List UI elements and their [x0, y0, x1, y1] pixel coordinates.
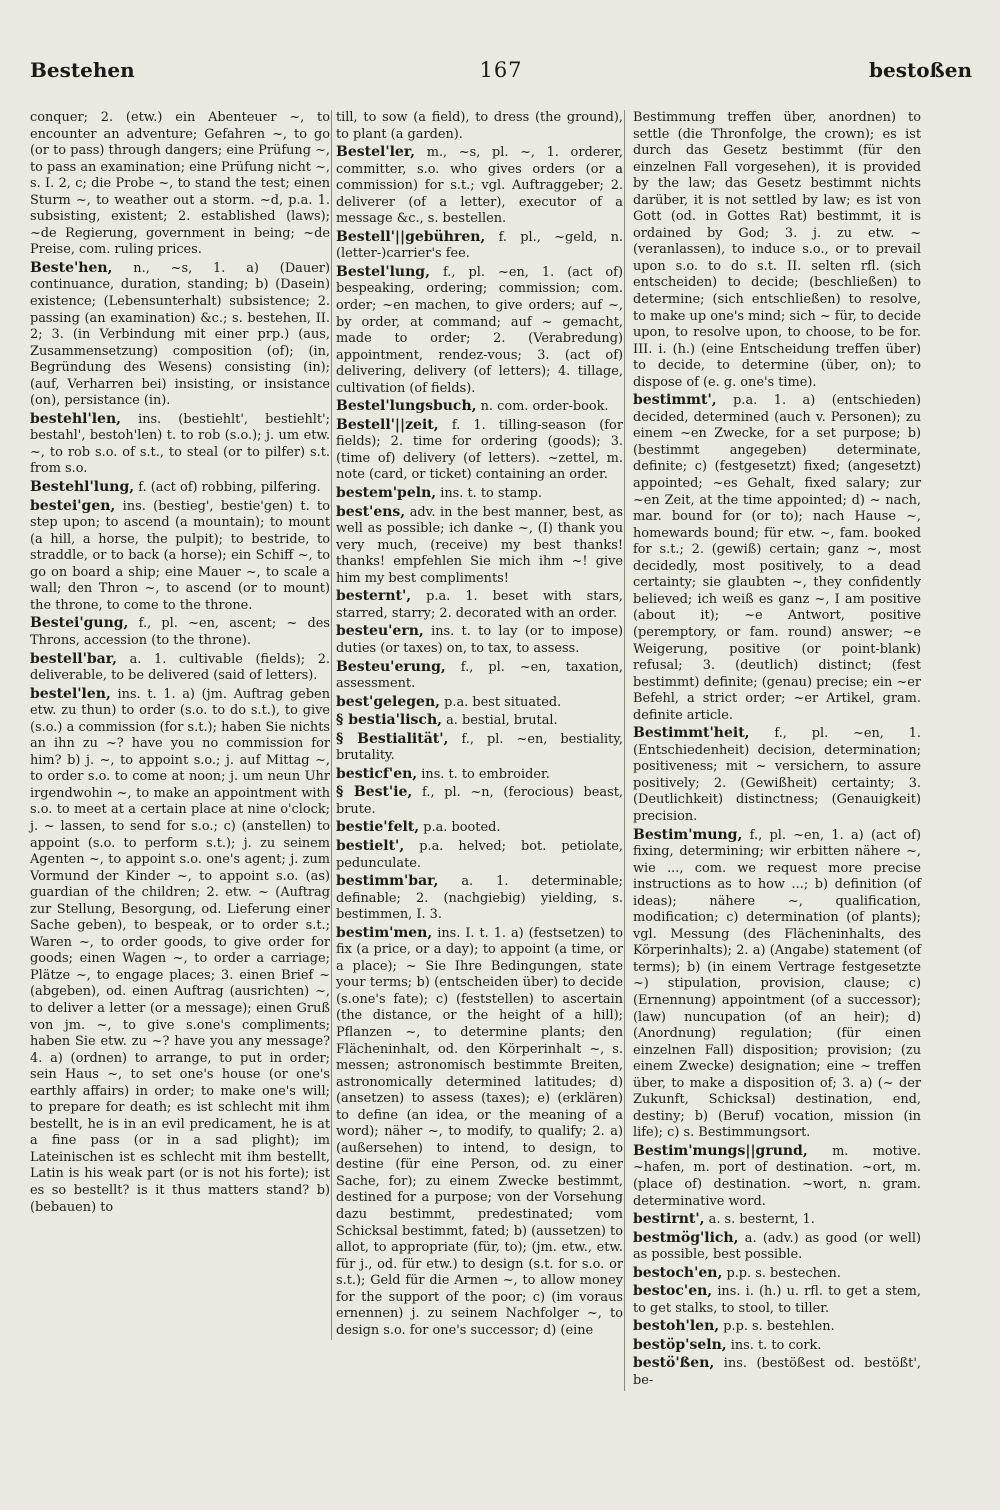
dictionary-entry [336, 694, 623, 712]
definition-text: f. pl., ~geld, n. (letter-)carrier's fee. [336, 229, 623, 262]
dictionary-entry [30, 260, 330, 410]
dictionary-entry [336, 144, 623, 228]
dictionary-entry [336, 731, 623, 765]
dictionary-entry [336, 873, 623, 924]
definition-text: ins. t. to lay (or to impose) duties (or taxes) on, to tax, to assess. [336, 624, 623, 656]
headword: bestei'gen, [30, 497, 116, 514]
definition-text: Bestimmung treffen über, anordnen) to settle (die Thronfolge, the crown); es ist durch das Gesetz bestimmt (für den einzelnen Fall vorgesehen), it is provided by the law; das Gesetz bestimmt nichts darüber, it is not settled by law; es ist von Gott (od. in Gottes Rat) bestimmt, it is ordained by God; 3. j. zu etw. ~ (veranlassen), to induce s.o., or to prevail upon s.o. to do s.t. II. selten rfl. (sich entscheiden) to decide; (beschließen) to determine; (sich entschließen) to resolve, to make up one's mind; sich ~ für, to decide upon, to resolve upon, to choose, to be for. III. i. (h.) (eine Entscheidung treffen über) to decide, to determine (über, on); to dispose of (e. g. one's time). [633, 110, 921, 390]
dictionary-entry [30, 479, 330, 497]
definition-text: f., pl. ~en, taxation, assessment. [336, 659, 623, 692]
definition-text: m. motive. ~hafen, m. port of destination. ~ort, m. (place of) destination. ~wort, n. gram. determinative word. [633, 1143, 921, 1209]
dictionary-entry [633, 1230, 921, 1264]
dictionary-entry [633, 1283, 921, 1317]
header-right-guideword: bestoßen [868, 58, 972, 82]
headword: Bestel'lungsbuch, [336, 398, 477, 415]
definition-text: f., pl. ~en, ascent; ~ des Throns, accession (to the throne). [30, 616, 330, 648]
definition-text: f., pl. ~en, bestiality, brutality. [336, 731, 623, 764]
headword: bestel'len, [30, 685, 111, 702]
definition-text: p.p. s. bestechen. [726, 1265, 841, 1281]
headword: bestehl'len, [30, 410, 122, 427]
headword: besternt', [336, 588, 412, 605]
definition-text: m., ~s, pl. ~, 1. orderer, committer, s.o. who gives orders (or a commission) for s.t.; vgl. Auftraggeber; 2. deliverer (of a letter), executor of a message &c., s. bestellen. [336, 145, 623, 227]
column-2 [331, 110, 623, 1340]
dictionary-entry [633, 827, 921, 1142]
definition-text: ins. I. t. 1. a) (festsetzen) to fix (a price, or a day); to appoint (a time, or a place); ~ Sie Ihre Bedingungen, state your terms; b) (entscheiden über) to decide (s.one's fate); c) (feststellen) to ascertain (the distance, or the height of a hill); Pflanzen ~, to determine plants; den Flächeninhalt, od. den Körperinhalt ~, s. messen; astronomisch bestimmte Breiten, astronomically determined latitudes; d) (ansetzen) to assess (taxes); e) (erklären) to define (an idea, or the meaning of a word); näher ~, to modify, to qualify; 2. a) (außersehen) to intend, to design, to destine (für eine Person, od. zu einer Sache, for); zu einem Zwecke bestimmt, destined for a purpose; von der Vorsehung dazu bestimmt, predestinated; vom Schicksal bestimmt, fated; b) (aussetzen) to allot, to appropriate (für, to); (jm. etw., etw. für j., od. für etw.) to design (s.t. for s.o. or s.t.); Geld für die Armen ~, to allow money for the support of the poor; c) (im voraus ernennen) j. zu seinem Nachfolger ~, to design s.o. for one's successor; d) (eine [336, 925, 623, 1338]
dictionary-entry [336, 925, 623, 1340]
headword: bestoch'en, [633, 1264, 723, 1281]
definition-text: n., ~s, 1. a) (Dauer) continuance, duration, standing; b) (Dasein) existence; (Lebensunterhalt) subsistence; 2. passing (an examination) &c.; s. bestehen, II. 2; 3. (in Verbindung mit einer prp.) (aus, Zusammensetzung) composition (of); (in, Begründung des Wesens) consisting (in); (auf, Verharren bei) insisting, or insistance (on), persistance (in). [30, 260, 330, 409]
headword: bestoh'len, [633, 1318, 720, 1335]
headword: bestim'men, [336, 924, 433, 941]
definition-text: ins. (bestößest od. bestößt', be- [633, 1356, 921, 1389]
definition-text: p.a. 1. a) (entschieden) decided, determined (auch v. Personen); zu einem ~en Zwecke, for a set purpose; b) (bestimmt angegeben) determinate, definite; c) (festgesetzt) fixed; (angesetzt) appointed; ~es Gehalt, fixed salary; zur ~en Zeit, at the time appointed; d) ~ nach, mar. bound for (or to); nach Hause ~, homewards bound; für etw. ~, fam. booked for s.t.; 2. (gewiß) certain; ganz ~, most decidedly, most positively, to a dead certainty; sie glaubten ~, they confidently believed; ich weiß es ganz ~, I am positive (about it); ~e Antwort, positive (peremptory, or fam. round) answer; ~e Weigerung, positive (or point-blank) refusal; 3. (deutlich) distinct; (fest bestimmt) definite; (genau) precise; ein ~er Befehl, a strict order; ~er Artikel, gram. definite article. [633, 393, 921, 723]
dictionary-entry [336, 417, 623, 484]
definition-text: p.a. booted. [423, 820, 501, 836]
headword: Bestim'mungs||grund, [633, 1142, 808, 1159]
dictionary-entry [633, 1337, 921, 1355]
dictionary-entry [336, 819, 623, 837]
headword: bestielt', [336, 837, 405, 854]
dictionary-entry [633, 1265, 921, 1283]
dictionary-entry [633, 1211, 921, 1229]
definition-text: ins. t. to stamp. [440, 486, 542, 502]
page-number: 167 [479, 58, 523, 82]
definition-text: ins. t. to embroider. [421, 766, 550, 782]
entry-continuation [30, 110, 330, 259]
column-3 [624, 110, 921, 1391]
dictionary-entry [336, 485, 623, 503]
entry-continuation [336, 110, 623, 143]
headword: bestimmt', [633, 392, 717, 409]
dictionary-entry [336, 588, 623, 622]
definition-text: f., pl. ~n, (ferocious) beast, brute. [336, 785, 623, 817]
dictionary-entry [633, 725, 921, 825]
headword: Bestell'||zeit, [336, 416, 439, 433]
headword: bestirnt', [633, 1211, 705, 1228]
headword: Bestim'mung, [633, 826, 743, 843]
headword: bestö'ßen, [633, 1355, 715, 1372]
dictionary-entry [336, 264, 623, 397]
dictionary-entry [30, 498, 330, 615]
dictionary-entry [336, 229, 623, 263]
headword: § Best'ie, [336, 784, 413, 801]
definition-text: ins. (bestiehlt', bestiehlt'; bestahl', bestoh'len) t. to rob (s.o.); j. um etw. ~, to rob s.o. of s.t., to steal (or to pilfer) s.t. from s.o. [30, 411, 330, 477]
dictionary-entry [336, 766, 623, 784]
headword: bestoc'en, [633, 1283, 713, 1300]
definition-text: a. s. besternt, 1. [708, 1212, 815, 1228]
headword: bestimm'bar, [336, 873, 439, 890]
dictionary-entry [30, 651, 330, 685]
headword: Bestel'lung, [336, 263, 430, 280]
definition-text: f., pl. ~en, 1. (Entschiedenheit) decision, determination; positiveness; mit ~ versichern, to assure positively; 2. (Gewißheit) certainty; 3. (Deutlichkeit) distinctness; (Genauigkeit) precision. [633, 726, 921, 824]
definition-text: a. (adv.) as good (or well) as possible, best possible. [633, 1230, 921, 1263]
headword: bestem'peln, [336, 485, 437, 502]
definition-text: p.p. s. bestehlen. [723, 1319, 835, 1335]
definition-text: ins. (bestieg', bestie'gen) t. to step upon; to ascend (a mountain); to mount (a hill, a horse, the pulpit); to bestride, to straddle, or to back (a horse); ein Schiff ~, to go on board a ship; eine Mauer ~, to scale a wall; den Thron ~, to ascend (or to mount) the throne, to come to the throne. [30, 498, 330, 613]
headword: bestell'bar, [30, 650, 117, 667]
entry-continuation [633, 110, 921, 391]
headword: Bestell'||gebühren, [336, 228, 486, 245]
headword: besteu'ern, [336, 623, 424, 640]
headword: bestöp'seln, [633, 1336, 727, 1353]
definition-text: conquer; 2. (etw.) ein Abenteuer ~, to encounter an adventure; Gefahren ~, to go (or to pass) through dangers; eine Prüfung ~, to pass an examination; eine Prüfung nicht ~, s. I. 2, c; die Probe ~, to stand the test; einen Sturm ~, to weather out a storm. ~d, p.a. 1. subsisting, existent; 2. established (laws); ~de Regierung, government in being; ~de Preise, com. ruling prices. [30, 110, 330, 258]
headword: § Bestialität', [336, 730, 449, 747]
definition-text: f. (act of) robbing, pilfering. [138, 480, 321, 496]
headword: Bestimmt'heit, [633, 725, 750, 742]
definition-text: f., pl. ~en, 1. (act of) bespeaking, ordering; commission; com. order; ~en machen, to give orders; auf ~, by order, at command; auf ~ gemacht, made to order; 2. (Verabredung) appointment, rendez-vous; 3. (act of) delivering, delivery (of letters); 4. tillage, cultivation (of fields). [336, 264, 623, 396]
definition-text: adv. in the best manner, best, as well as possible; ich danke ~, (I) thank you very much, (receive) my best thanks! thanks! empfehlen Sie mich ihm ~! give him my best compliments! [336, 504, 623, 586]
dictionary-entry [336, 784, 623, 818]
definition-text: a. 1. cultivable (fields); 2. deliverable, to be delivered (said of letters). [30, 651, 330, 684]
headword: Bestel'ler, [336, 144, 416, 161]
dictionary-entry [336, 712, 623, 730]
dictionary-entry [336, 659, 623, 693]
definition-text: till, to sow (a field), to dress (the ground), to plant (a garden). [336, 110, 623, 142]
definition-text: f. 1. tilling-season (for fields); 2. time for ordering (goods); 3. (time of) delivery (of letters). ~zettel, m. note (card, or ticket) containing an order. [336, 417, 623, 483]
headword: Beste'hen, [30, 259, 113, 276]
dictionary-entry [336, 398, 623, 416]
definition-text: ins. i. (h.) u. rfl. to get a stem, to get stalks, to stool, to tiller. [633, 1284, 921, 1316]
dictionary-entry [30, 686, 330, 1217]
column-1 [30, 110, 330, 1217]
definition-text: p.a. best situated. [444, 694, 562, 710]
definition-text: ins. t. 1. a) (jm. Auftrag geben etw. zu thun) to order (s.o. to do s.t.), to give (s.o.) a commission (for s.t.); haben Sie nichts an ihn zu ~? have you no commission for him? b) j. ~, to appoint s.o.; j. auf Mittag ~, to order s.o. to come at noon; j. um neun Uhr irgendwohin ~, to make an appointment with s.o. to meet at a certain place at nine o'clock; j. ~ lassen, to send for s.o.; c) (anstellen) to appoint (s.o. to perform s.t.); j. zu seinem Agenten ~, to appoint s.o. one's agent; j. zum Vormund der Kinder ~, to appoint s.o. (as) guardian of the children; 2. etw. ~ (Auftrag zur Stellung, Besorgung, od. Lieferung einer Sache geben), to bespeak, or to order s.t.; Waren ~, to order goods, to give order for goods; einen Wagen ~, to order a carriage; Plätze ~, to engage places; 3. einen Brief ~ (abgeben), od. einen Auftrag (ausrichten) ~, to deliver a letter (or a message); einen Gruß von jm. ~, to give s.one's compliments; haben Sie etw. zu ~? have you any message? 4. a) (ordnen) to arrange, to put in order; sein Haus ~, to set one's house (or one's earthly affairs) in order; to make one's will; to prepare for death; es ist schlecht mit ihm bestellt, he is in an evil predicament, he is at a fine pass (or in a sad plight); im Lateinischen ist es schlecht mit ihm bestellt, Latin is his weak part (or is not his forte); ist es so bestellt? is it thus matters stand? b) (bebauen) to [30, 686, 330, 1215]
definition-text: a. 1. determinable; definable; 2. (nachgiebig) yielding, s. bestimmen, I. 3. [336, 874, 623, 923]
dictionary-entry [633, 392, 921, 724]
headword: best'ens, [336, 503, 406, 520]
dictionary-entry [336, 623, 623, 657]
headword: Besteu'erung, [336, 658, 446, 675]
page-header [30, 58, 972, 98]
headword: bestie'felt, [336, 819, 420, 836]
headword: bestmög'lich, [633, 1229, 739, 1246]
definition-text: p.a. 1. beset with stars, starred, starry; 2. decorated with an order. [336, 589, 623, 621]
headword: best'gelegen, [336, 693, 441, 710]
dictionary-entry [633, 1355, 921, 1389]
dictionary-entry [336, 838, 623, 872]
dictionary-entry [633, 1143, 921, 1210]
headword: § bestia'lisch, [336, 712, 443, 729]
headword: Bestehl'lung, [30, 479, 135, 496]
definition-text: ins. t. to cork. [730, 1337, 822, 1353]
definition-text: n. com. order-book. [480, 399, 609, 415]
dictionary-entry [30, 615, 330, 649]
header-left-guideword: Bestehen [30, 58, 135, 82]
headword: besticf'en, [336, 765, 418, 782]
dictionary-entry [336, 504, 623, 588]
definition-text: p.a. helved; bot. petiolate, pedunculate. [336, 838, 623, 871]
headword: Bestei'gung, [30, 615, 129, 632]
definition-text: f., pl. ~en, 1. a) (act of) fixing, determining; wir erbitten nähere ~, wie ..., com. we request more precise instructions as to how ...; b) definition (of ideas); nähere ~, qualification, modification; c) determination (of plants); vgl. Messung (des Flächeninhalts, des Körperinhalts); 2. a) (Angabe) statement (of terms); b) (in einem Vertrage festgesetzte ~) stipulation, provision, clause; c) (Ernennung) appointment (of a successor); (law) nuncupation (of an heir); d) (Anordnung) regulation; (für einen einzelnen Fall) disposition; provision; (zu einem Zwecke) designation; eine ~ treffen über, to make a disposition of; 3. a) (~ der Zukunft, Schicksal) destination, end, destiny; b) (Beruf) vocation, mission (in life); c) s. Bestimmungsort. [633, 827, 921, 1141]
dictionary-entry [30, 411, 330, 478]
dictionary-entry [633, 1318, 921, 1336]
definition-text: a. bestial, brutal. [446, 713, 558, 729]
